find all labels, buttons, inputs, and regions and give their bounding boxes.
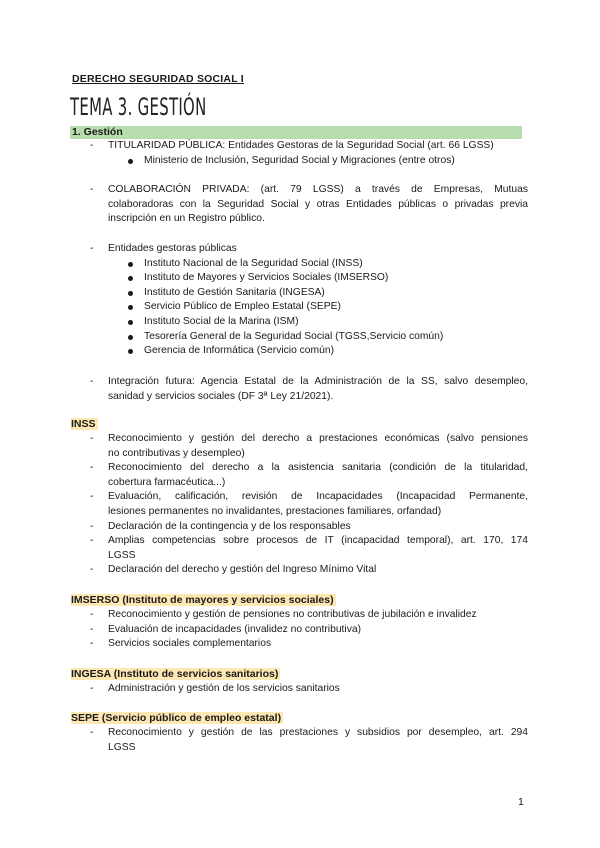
section-title: SEPE (Servicio público de empleo estatal) bbox=[71, 712, 282, 724]
dash-bullet: - bbox=[90, 623, 94, 635]
item-text: Instituto de Mayores y Servicios Sociales (IMSERSO) bbox=[144, 272, 389, 284]
section-title: INGESA (Instituto de servicios sanitarios) bbox=[71, 668, 279, 680]
list-item bbox=[88, 726, 528, 755]
dash-bullet: - bbox=[90, 243, 94, 254]
dash-bullet: - bbox=[90, 727, 94, 738]
list-item bbox=[88, 637, 528, 652]
list-item bbox=[88, 608, 528, 623]
sub-list-item bbox=[88, 257, 528, 272]
imserso-list bbox=[88, 608, 528, 652]
inss-list bbox=[88, 432, 528, 578]
list-item bbox=[88, 534, 528, 563]
item-text-line: Declaración del derecho y gestión del Ingreso Mínimo Vital bbox=[108, 564, 377, 576]
sub-list-item bbox=[88, 315, 528, 330]
item-text: Administración y gestión de los servicios sanitarios bbox=[108, 683, 340, 694]
section-heading-ingesa bbox=[71, 668, 280, 681]
item-text-line: Evaluación, calificación, revisión de Incapacidades (Incapacidad Permanente, bbox=[108, 491, 528, 503]
item-text: Entidades gestoras públicas bbox=[108, 243, 237, 254]
dash-bullet: - bbox=[90, 140, 94, 151]
list-item bbox=[88, 432, 528, 461]
item-text: Evaluación de incapacidades (invalidez no contributiva) bbox=[108, 623, 361, 635]
sub-list-item bbox=[88, 286, 528, 301]
list-item bbox=[88, 242, 528, 257]
dash-bullet: - bbox=[90, 462, 94, 474]
item-text-line: cobertura farmacéutica...) bbox=[108, 476, 226, 488]
item-text-line: COLABORACIÓN PRIVADA: (art. 79 LGSS) a través de Empresas, Mutuas bbox=[108, 184, 528, 195]
bullet-dot-icon bbox=[128, 335, 133, 340]
item-text: TITULARIDAD PÚBLICA: Entidades Gestoras de la Seguridad Social (art. 66 LGSS) bbox=[108, 140, 494, 151]
gestion-list-4 bbox=[88, 375, 528, 404]
dash-bullet: - bbox=[90, 491, 94, 503]
dash-bullet: - bbox=[90, 433, 94, 444]
dash-bullet: - bbox=[90, 564, 94, 576]
list-item bbox=[88, 461, 528, 490]
item-text: Instituto Nacional de la Seguridad Social (INSS) bbox=[144, 257, 363, 269]
list-item bbox=[88, 183, 528, 227]
dash-bullet: - bbox=[90, 638, 94, 650]
dash-bullet: - bbox=[90, 535, 94, 547]
item-text-line: colaboradoras con la Seguridad Social y otras Entidades públicas o privadas previa bbox=[108, 198, 528, 210]
section-title: INSS bbox=[71, 418, 96, 430]
item-text-line: Reconocimiento del derecho a la asistencia sanitaria (condición de la titularidad, bbox=[108, 462, 528, 474]
section-heading-imserso bbox=[71, 594, 336, 607]
item-text: Servicios sociales complementarios bbox=[108, 638, 272, 650]
sub-list-item bbox=[88, 330, 528, 345]
bullet-dot-icon bbox=[128, 305, 133, 310]
item-text-line: sanidad y servicios sociales (DF 3ª Ley 21/2021). bbox=[108, 390, 334, 402]
sub-list-item bbox=[88, 300, 528, 315]
bullet-dot-icon bbox=[128, 349, 133, 354]
gestion-list-3 bbox=[88, 242, 528, 359]
sepe-list bbox=[88, 726, 528, 755]
dash-bullet: - bbox=[90, 520, 94, 532]
item-text: Gerencia de Informática (Servicio común) bbox=[144, 345, 334, 357]
subject-title: DERECHO SEGURIDAD SOCIAL I bbox=[72, 73, 244, 85]
dash-bullet: - bbox=[90, 184, 94, 195]
item-text-line: Reconocimiento y gestión de las prestaciones y subsidios por desempleo, art. 294 bbox=[108, 727, 528, 738]
gestion-list bbox=[88, 139, 528, 168]
item-text-line: LGSS bbox=[108, 549, 136, 561]
list-item bbox=[88, 623, 528, 638]
item-text: Instituto Social de la Marina (ISM) bbox=[144, 315, 299, 327]
item-text-line: inscripción en un Registro público. bbox=[108, 213, 265, 225]
dash-bullet: - bbox=[90, 376, 94, 387]
page-title: TEMA 3. GESTIÓN bbox=[70, 93, 207, 121]
bullet-dot-icon bbox=[128, 291, 133, 296]
item-text-line: Declaración de la contingencia y de los responsables bbox=[108, 520, 351, 532]
list-item bbox=[88, 375, 528, 404]
sub-list-item bbox=[88, 344, 528, 359]
dash-bullet: - bbox=[90, 683, 94, 694]
item-text: Ministerio de Inclusión, Seguridad Social y Migraciones (entre otros) bbox=[144, 154, 455, 166]
item-text: Instituto de Gestión Sanitaria (INGESA) bbox=[144, 286, 325, 298]
ingesa-list bbox=[88, 682, 528, 697]
bullet-dot-icon bbox=[128, 276, 133, 281]
item-text-line: Integración futura: Agencia Estatal de la Administración de la SS, salvo desempleo, bbox=[108, 376, 528, 387]
item-text: Tesorería General de la Seguridad Social (TGSS,Servicio común) bbox=[144, 330, 444, 342]
item-text-line: lesiones permanentes no invalidantes, prestaciones familiares, orfandad) bbox=[108, 505, 442, 517]
section-heading-inss bbox=[71, 418, 98, 431]
item-text-line: Amplias competencias sobre procesos de IT (incapacidad temporal), art. 170, 174 bbox=[108, 535, 528, 547]
bullet-dot-icon bbox=[128, 262, 133, 267]
list-item bbox=[88, 139, 528, 154]
list-item bbox=[88, 682, 528, 697]
item-text-line: no contributivas y desempleo) bbox=[108, 447, 245, 459]
sub-list-item bbox=[88, 271, 528, 286]
list-item bbox=[88, 490, 528, 519]
sub-list-item bbox=[88, 154, 528, 169]
section-heading-sepe bbox=[71, 712, 283, 725]
list-item bbox=[88, 563, 528, 578]
item-text: Reconocimiento y gestión de pensiones no contributivas de jubilación e invalidez bbox=[108, 609, 477, 620]
page-number: 1 bbox=[518, 796, 524, 808]
item-text: Servicio Público de Empleo Estatal (SEPE) bbox=[144, 301, 341, 313]
section-heading-gestion: 1. Gestión bbox=[70, 126, 522, 139]
list-item bbox=[88, 520, 528, 535]
item-text-line: Reconocimiento y gestión del derecho a prestaciones económicas (salvo pensiones bbox=[108, 433, 528, 444]
gestion-list-2 bbox=[88, 183, 528, 227]
bullet-dot-icon bbox=[128, 159, 133, 164]
bullet-dot-icon bbox=[128, 320, 133, 325]
section-title: IMSERSO (Instituto de mayores y servicios sociales) bbox=[71, 594, 334, 606]
dash-bullet: - bbox=[90, 609, 94, 620]
item-text-line: LGSS bbox=[108, 741, 136, 753]
